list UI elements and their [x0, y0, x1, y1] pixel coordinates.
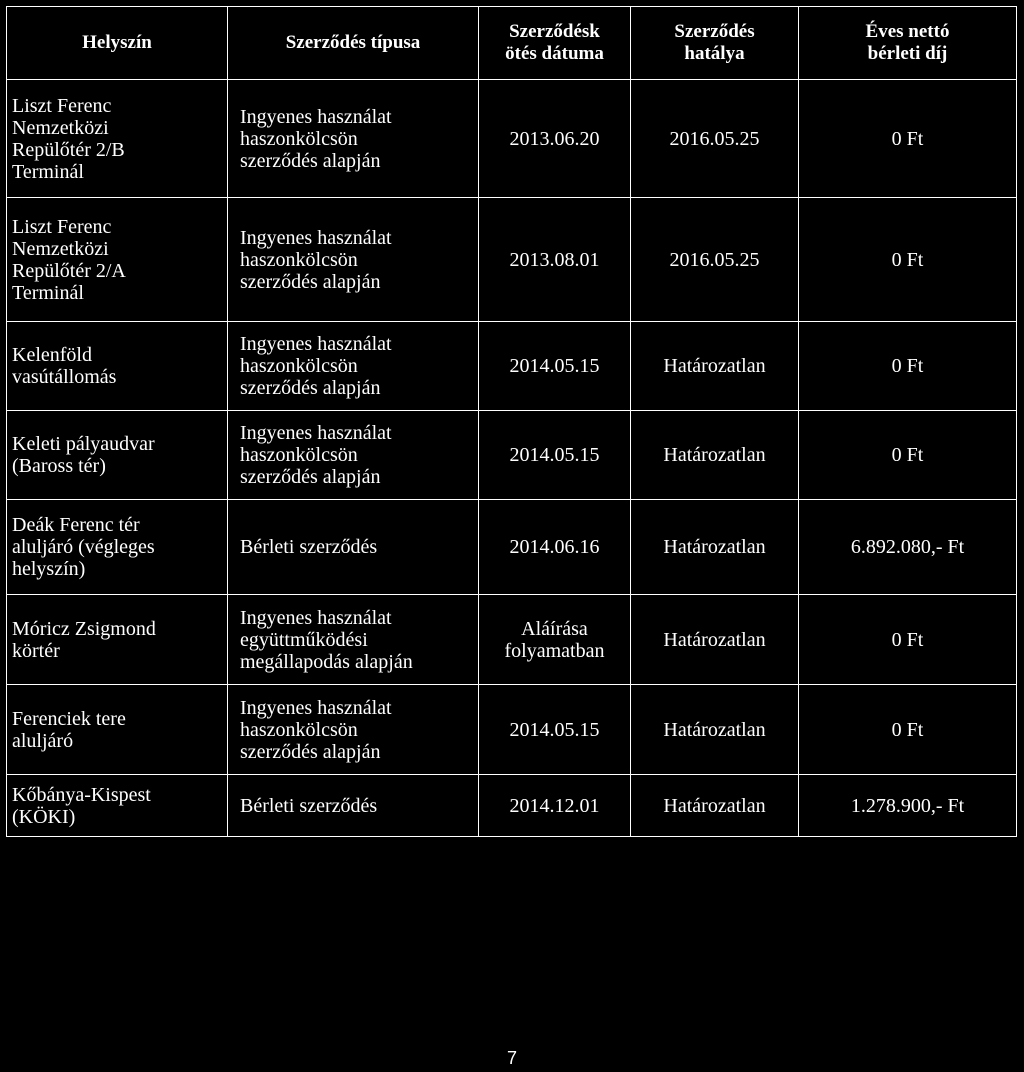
header-annual-fee: Éves nettó bérleti díj — [799, 7, 1017, 80]
cell-annual-fee: 0 Ft — [799, 411, 1017, 500]
table-row — [7, 500, 1017, 595]
cell-location: Liszt Ferenc Nemzetközi Repülőtér 2/A Terminál — [7, 198, 228, 322]
table-row — [7, 322, 1017, 411]
table-row — [7, 775, 1017, 837]
cell-annual-fee: 0 Ft — [799, 685, 1017, 775]
cell-contract-type: Bérleti szerződés — [228, 775, 479, 837]
table-row — [7, 595, 1017, 685]
cell-contract-type: Ingyenes használat haszonkölcsön szerződés alapján — [228, 80, 479, 198]
cell-location: Kőbánya-Kispest (KÖKI) — [7, 775, 228, 837]
cell-contract-validity: 2016.05.25 — [631, 198, 799, 322]
cell-contract-date: Aláírása folyamatban — [479, 595, 631, 685]
cell-contract-type: Ingyenes használat haszonkölcsön szerződés alapján — [228, 322, 479, 411]
cell-contract-date: 2014.05.15 — [479, 411, 631, 500]
cell-location: Ferenciek tere aluljáró — [7, 685, 228, 775]
cell-location: Keleti pályaudvar (Baross tér) — [7, 411, 228, 500]
cell-contract-validity: Határozatlan — [631, 595, 799, 685]
cell-contract-validity: Határozatlan — [631, 500, 799, 595]
cell-contract-type: Ingyenes használat együttműködési megállapodás alapján — [228, 595, 479, 685]
header-contract-validity: Szerződés hatálya — [631, 7, 799, 80]
header-location: Helyszín — [7, 7, 228, 80]
cell-contract-date: 2014.05.15 — [479, 685, 631, 775]
contracts-table — [6, 6, 1017, 837]
cell-annual-fee: 0 Ft — [799, 80, 1017, 198]
cell-contract-type: Bérleti szerződés — [228, 500, 479, 595]
cell-annual-fee: 0 Ft — [799, 198, 1017, 322]
cell-contract-date: 2013.08.01 — [479, 198, 631, 322]
header-contract-type: Szerződés típusa — [228, 7, 479, 80]
cell-contract-type: Ingyenes használat haszonkölcsön szerződés alapján — [228, 685, 479, 775]
cell-annual-fee: 6.892.080,- Ft — [799, 500, 1017, 595]
header-contract-date: Szerződésk ötés dátuma — [479, 7, 631, 80]
cell-location: Kelenföld vasútállomás — [7, 322, 228, 411]
cell-annual-fee: 0 Ft — [799, 595, 1017, 685]
cell-contract-date: 2013.06.20 — [479, 80, 631, 198]
cell-contract-type: Ingyenes használat haszonkölcsön szerződés alapján — [228, 411, 479, 500]
cell-contract-type: Ingyenes használat haszonkölcsön szerződés alapján — [228, 198, 479, 322]
cell-contract-validity: Határozatlan — [631, 685, 799, 775]
cell-contract-validity: Határozatlan — [631, 322, 799, 411]
table-header-row — [7, 7, 1017, 80]
table-row — [7, 198, 1017, 322]
page-number: 7 — [506, 1048, 517, 1068]
table-row — [7, 411, 1017, 500]
contracts-table-container — [6, 6, 1016, 837]
table-row — [7, 685, 1017, 775]
cell-location: Móricz Zsigmond körtér — [7, 595, 228, 685]
cell-contract-validity: Határozatlan — [631, 411, 799, 500]
cell-annual-fee: 1.278.900,- Ft — [799, 775, 1017, 837]
cell-contract-date: 2014.05.15 — [479, 322, 631, 411]
cell-contract-validity: 2016.05.25 — [631, 80, 799, 198]
cell-annual-fee: 0 Ft — [799, 322, 1017, 411]
cell-location: Deák Ferenc tér aluljáró (végleges helyszín) — [7, 500, 228, 595]
cell-location: Liszt Ferenc Nemzetközi Repülőtér 2/B Terminál — [7, 80, 228, 198]
table-row — [7, 80, 1017, 198]
cell-contract-validity: Határozatlan — [631, 775, 799, 837]
cell-contract-date: 2014.12.01 — [479, 775, 631, 837]
cell-contract-date: 2014.06.16 — [479, 500, 631, 595]
